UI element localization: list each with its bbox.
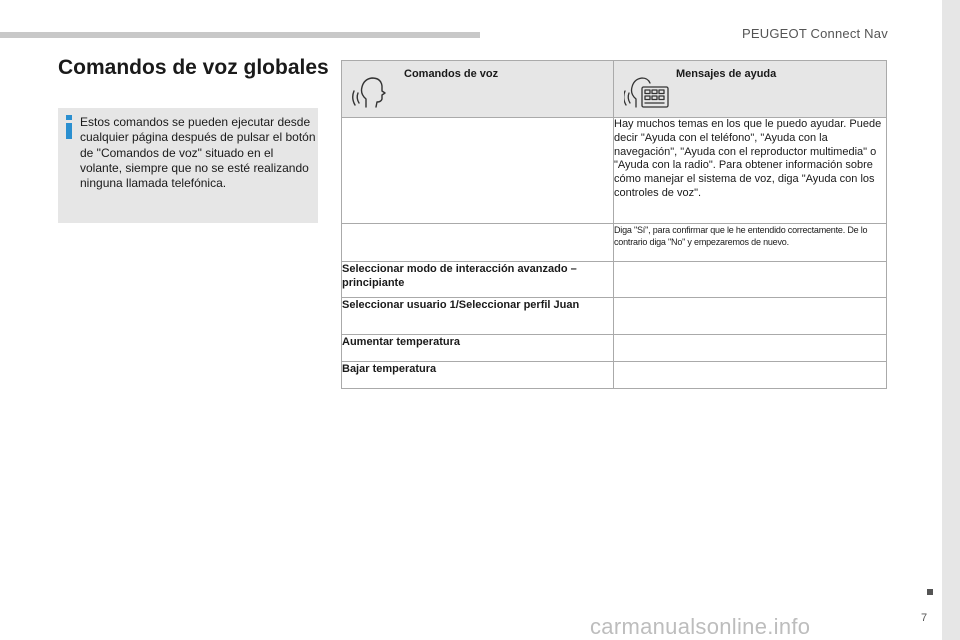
help-cell	[614, 335, 887, 362]
table-row	[342, 298, 887, 335]
command-cell: Seleccionar modo de interacción avanzado – principiante	[342, 262, 614, 298]
command-cell	[342, 224, 614, 262]
table-row	[342, 224, 887, 262]
page-marker	[927, 589, 933, 595]
info-icon	[64, 115, 74, 139]
page-number: 7	[921, 612, 928, 624]
page-edge-strip	[942, 0, 960, 640]
command-cell: Bajar temperatura	[342, 362, 614, 389]
header-help-messages	[614, 61, 887, 118]
header-label: Comandos de voz	[404, 68, 499, 80]
command-cell: Aumentar temperatura	[342, 335, 614, 362]
table-row	[342, 262, 887, 298]
help-cell: Hay muchos temas en los que le puedo ayudar. Puede decir "Ayuda con el teléfono", "Ayuda con la navegación", "Ayuda con el reproductor multimedia" o "Ayuda con la radio". Para obtener información sobre cómo manejar el sistema de voz, diga "Ayuda con los controles de voz".	[614, 118, 887, 224]
header-rule	[0, 32, 480, 38]
voice-help-icon	[624, 73, 670, 109]
watermark: carmanualsonline.info	[590, 614, 811, 639]
table-header-row	[342, 61, 887, 118]
command-cell: Seleccionar usuario 1/Seleccionar perfil Juan	[342, 298, 614, 335]
table-row	[342, 335, 887, 362]
help-cell: Diga "Sí", para confirmar que le he entendido correctamente. De lo contrario diga "No" y empezaremos de nuevo.	[614, 224, 887, 262]
page-title: Comandos de voz globales	[58, 56, 329, 79]
voice-commands-table	[341, 60, 887, 389]
header-title: PEUGEOT Connect Nav	[742, 26, 888, 41]
header-voice-commands	[342, 61, 614, 118]
voice-command-icon	[352, 73, 392, 109]
info-text: Estos comandos se pueden ejecutar desde cualquier página después de pulsar el botón de "Comandos de voz" situado en el volante, siempre que no se esté realizando ninguna llamada telefónica.	[80, 115, 316, 191]
header-label: Mensajes de ayuda	[676, 68, 777, 80]
help-cell	[614, 298, 887, 335]
table-row	[342, 118, 887, 224]
help-cell	[614, 362, 887, 389]
help-cell	[614, 262, 887, 298]
table-row	[342, 362, 887, 389]
command-cell	[342, 118, 614, 224]
